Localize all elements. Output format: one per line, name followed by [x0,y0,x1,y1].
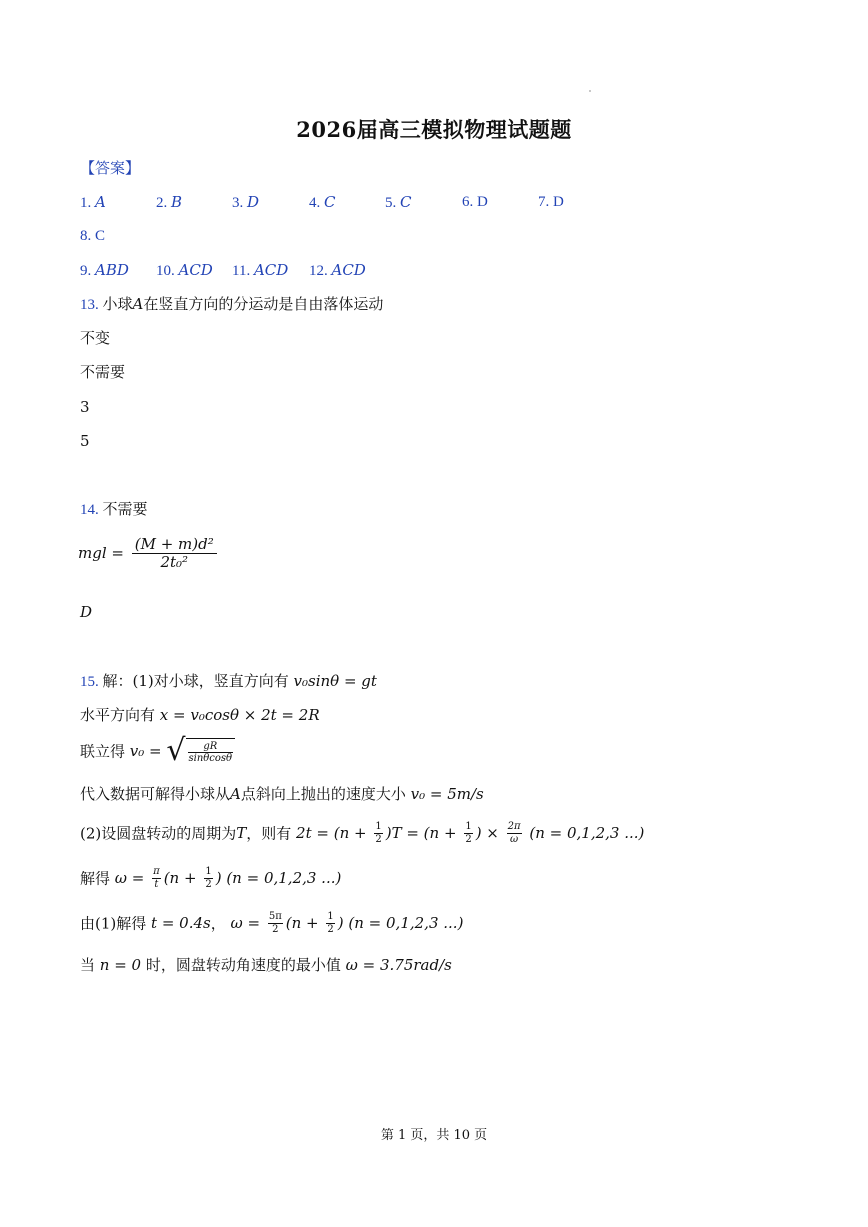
q13-line3: 不需要 [80,363,126,381]
answer-1: 1. A [80,193,106,211]
answer-7: 7. D [538,194,564,210]
q15-line8: 当 n = 0 时，圆盘转动角速度的最小值 ω = 3.75rad/s [80,956,452,974]
answer-5: 5. C [385,193,412,211]
q15-line7: 由(1)解得 t = 0.4s， ω = $\frac{5\pi}{2}$ (n + $\frac{1}{2}$ ) (n = 0,1,2,3 ...) [80,911,464,935]
q13-line2: 不变 [80,329,111,347]
answer-12: 12. ACD [309,261,366,279]
q15-line5: (2)设圆盘转动的周期为T，则有 2t = (n + $\frac{1}{2}$ )T = (n + $\frac{1}{2}$ ) × $\frac{2\pi}{\omega}$ (n = 0,1,2,3 ...) [80,821,645,845]
q15-line4: 代入数据可解得小球从A点斜向上抛出的速度大小 v₀ = 5m/s [80,785,484,803]
q14-fraction: $\frac{\text{(M + m)d²}}{\text{2t₀²}}$ [132,536,217,572]
q15-line6: 解得 ω = $\frac{\pi}{t}$ (n + $\frac{1}{2}$ ) (n = 0,1,2,3 ...) [80,866,342,890]
q13-line4: 3 [80,398,90,416]
answer-10: 10. ACD [156,261,213,279]
answer-8: 8. C [80,228,106,244]
answer-6: 6. D [462,194,488,210]
answer-11: 11. ACD [232,261,289,279]
q15-line2: 水平方向有 x = v₀cosθ × 2t = 2R [80,706,320,724]
stray-dot [589,90,591,92]
answer-header: 【答案】 [80,159,141,177]
q14-equation: mgl = $\frac{\text{(M + m)d²}}{\text{2t₀²}}$ [78,536,220,572]
q15-line3: 联立得 v₀ = √ $\frac{gR}{\sin\theta\cos\theta}$ [80,736,235,766]
answer-9: 9. ABD [80,261,129,279]
q14-line1: 14. 不需要 [80,500,148,518]
sqrt-expression: √ $\frac{gR}{\sin\theta\cos\theta}$ [166,736,235,766]
q13-line5: 5 [80,432,90,450]
q14-line3: D [80,603,93,621]
page-title: 2026届高三模拟物理试题题 [296,117,572,142]
q13-line1: 13. 小球A在竖直方向的分运动是自由落体运动 [80,295,384,313]
answer-4: 4. C [309,193,336,211]
page-footer: 第 1 页，共 10 页 [380,1128,488,1143]
answer-2: 2. B [156,193,183,211]
answer-3: 3. D [232,193,260,211]
q15-line1: 15. 解：(1)对小球，竖直方向有 v₀sinθ = gt [80,672,377,690]
